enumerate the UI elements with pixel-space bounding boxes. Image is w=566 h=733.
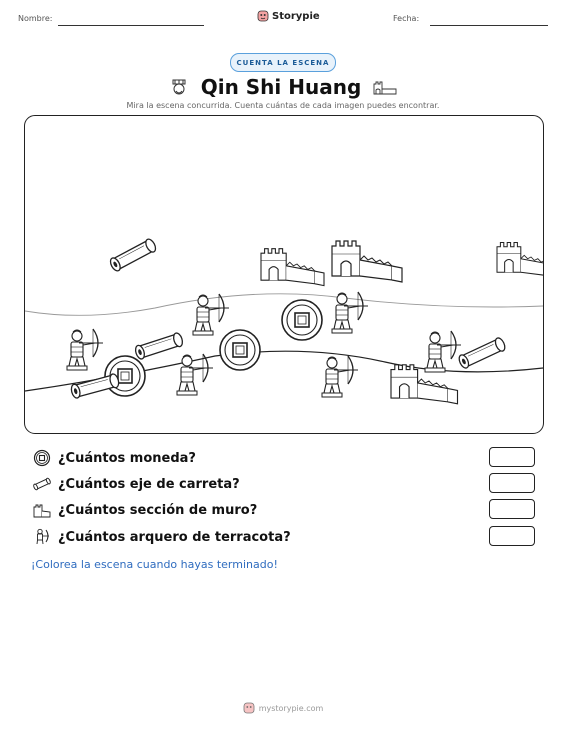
question-text: ¿Cuántos sección de muro?	[58, 502, 258, 518]
search-scene[interactable]	[24, 115, 544, 434]
date-line[interactable]	[430, 25, 548, 26]
name-label: Nombre:	[18, 14, 53, 23]
archer-icon	[33, 528, 51, 546]
footer	[0, 702, 566, 714]
question-coin	[33, 449, 196, 467]
footer-site[interactable]: mystorypie.com	[258, 703, 324, 713]
question-text: ¿Cuántos moneda?	[58, 450, 196, 466]
instructions: Mira la escena concurrida. Cuenta cuántas de cada imagen puedes encontrar.	[126, 101, 440, 110]
answer-box-archer[interactable]	[489, 526, 535, 546]
name-line[interactable]	[58, 25, 204, 26]
date-label: Fecha:	[393, 14, 420, 23]
question-wall	[33, 501, 257, 519]
activity-badge: CUENTA LA ESCENA	[230, 53, 336, 72]
storypie-logo-icon	[257, 10, 269, 22]
wall-icon	[33, 501, 51, 519]
axle-icon	[33, 475, 51, 493]
great-wall-icon	[373, 78, 397, 96]
coloring-note: ¡Colorea la escena cuando hayas terminado!	[31, 558, 278, 571]
question-text: ¿Cuántos eje de carreta?	[58, 476, 240, 492]
answer-box-axle[interactable]	[489, 473, 535, 493]
coin-icon	[33, 449, 51, 467]
storypie-footer-icon	[243, 702, 255, 714]
brand	[257, 10, 320, 22]
answer-box-wall[interactable]	[489, 499, 535, 519]
emperor-icon	[169, 77, 189, 97]
title-row	[0, 75, 566, 99]
brand-name: Storypie	[272, 10, 320, 22]
question-axle	[33, 475, 240, 493]
question-archer	[33, 528, 291, 546]
scene-drawing	[25, 116, 543, 433]
page-title: Qin Shi Huang	[200, 75, 362, 99]
answer-box-coin[interactable]	[489, 447, 535, 467]
question-text: ¿Cuántos arquero de terracota?	[58, 529, 291, 545]
